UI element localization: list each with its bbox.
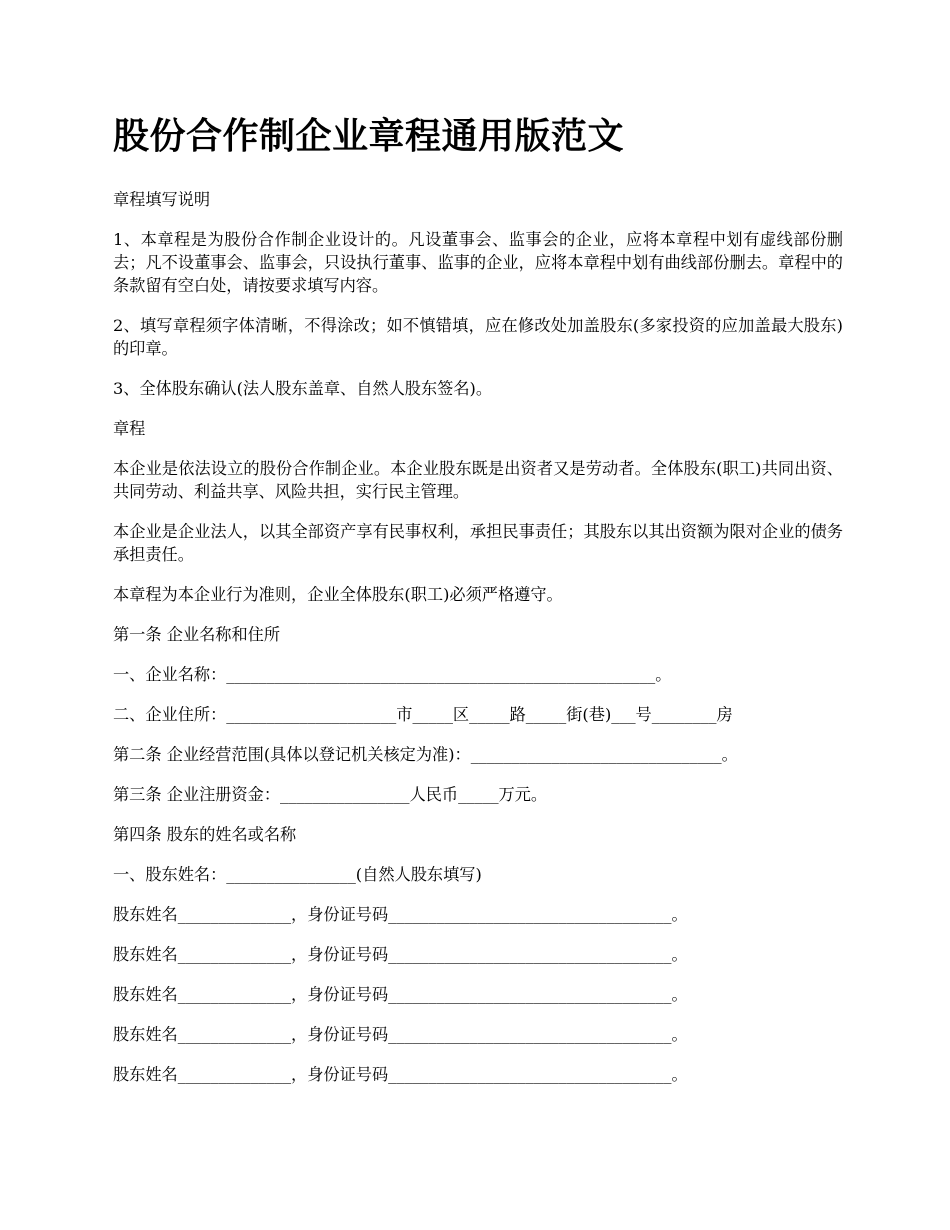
article-2-business-scope: 第二条 企业经营范围(具体以登记机关核定为准)：_______________________________。: [113, 745, 738, 764]
legal-person-paragraph: 本企业是企业法人，以其全部资产享有民事权利，承担民事责任；其股东以其出资额为限对企业的债务承担责任。: [113, 522, 843, 564]
shareholder-id-line: 股东姓名______________，身份证号码___________________________________。: [113, 985, 688, 1004]
shareholder-id-line: 股东姓名______________，身份证号码___________________________________。: [113, 1065, 688, 1084]
company-address-line: 二、企业住所：_____________________市_____区_____路_____街(巷)___号________房: [113, 705, 733, 724]
shareholder-id-line: 股东姓名______________，身份证号码___________________________________。: [113, 905, 688, 924]
document-title: 股份合作制企业章程通用版范文: [113, 116, 625, 157]
article-1-heading: 第一条 企业名称和住所: [113, 625, 281, 644]
article-4-heading: 第四条 股东的姓名或名称: [113, 825, 297, 844]
instructions-heading: 章程填写说明: [113, 190, 211, 209]
document-page: [113, 112, 843, 1103]
shareholder-id-line: 股东姓名______________，身份证号码___________________________________。: [113, 1025, 688, 1044]
shareholder-name-line: 一、股东姓名：________________(自然人股东填写): [113, 865, 482, 884]
instruction-item-2: 2、填写章程须字体清晰，不得涂改；如不慎错填，应在修改处加盖股东(多家投资的应加盖最大股东)的印章。: [113, 316, 843, 358]
article-3-registered-capital: 第三条 企业注册资金：________________人民币_____万元。: [113, 785, 548, 804]
charter-rule-paragraph: 本章程为本企业行为准则，企业全体股东(职工)必须严格遵守。: [113, 585, 563, 604]
instruction-item-3: 3、全体股东确认(法人股东盖章、自然人股东签名)。: [113, 379, 493, 398]
company-name-line: 一、企业名称：_____________________________________________________。: [113, 665, 672, 684]
instruction-item-1: 1、本章程是为股份合作制企业设计的。凡设董事会、监事会的企业，应将本章程中划有虚线部份删去；凡不设董事会、监事会，只设执行董事、监事的企业，应将本章程中划有曲线部份删去。章程中的条款留有空白处，请按要求填写内容。: [113, 230, 843, 295]
charter-intro-paragraph: 本企业是依法设立的股份合作制企业。本企业股东既是出资者又是劳动者。全体股东(职工)共同出资、共同劳动、利益共享、风险共担，实行民主管理。: [113, 459, 843, 501]
charter-heading: 章程: [113, 419, 146, 438]
shareholder-id-line: 股东姓名______________，身份证号码___________________________________。: [113, 945, 688, 964]
